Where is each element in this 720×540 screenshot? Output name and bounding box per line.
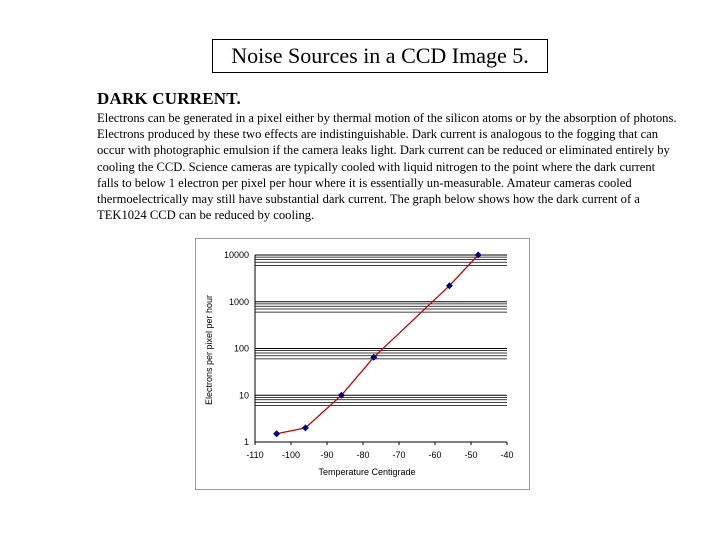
dark-current-chart <box>195 238 530 490</box>
x-tick-label: -70 <box>392 450 406 460</box>
x-tick-label: -100 <box>281 450 301 460</box>
x-tick-label: -50 <box>464 450 478 460</box>
y-tick-label: 10 <box>238 390 249 401</box>
x-tick-label: -110 <box>246 450 264 460</box>
x-tick-label: -60 <box>428 450 442 460</box>
slide-title-box <box>212 39 548 73</box>
x-axis-label: Temperature Centigrade <box>318 467 416 477</box>
y-tick-label: 1000 <box>228 296 249 307</box>
y-axis-label: Electrons per pixel per hour <box>204 294 214 406</box>
y-tick-label: 1 <box>243 437 249 447</box>
body-paragraph: Electrons can be generated in a pixel either by thermal motion of the silicon atoms or by the absorption of photons. Electrons produced by these two effects are indistinguishable. Dark current is analogous to the fogging that can occur with photographic emulsion if the camera leaks light. Dark current can be reduced or eliminated entirely by cooling the CCD. Science cameras are typically cooled with liquid nitrogen to the point where the dark current falls to below 1 electron per pixel per hour where it is essentially un-measurable. Amateur cameras cooled thermoelectrically may still have substantial dark current. The graph below shows how the dark current of a TEK1024 CCD can be reduced by cooling. <box>97 111 677 223</box>
chart-svg <box>195 238 530 490</box>
slide-title: Noise Sources in a CCD Image 5. <box>231 43 529 68</box>
x-tick-label: -90 <box>320 450 334 460</box>
y-tick-label: 10000 <box>223 250 249 260</box>
x-tick-label: -80 <box>356 450 370 460</box>
y-tick-label: 100 <box>233 343 249 354</box>
x-tick-label: -40 <box>500 450 514 460</box>
section-heading: DARK CURRENT. <box>97 89 241 108</box>
